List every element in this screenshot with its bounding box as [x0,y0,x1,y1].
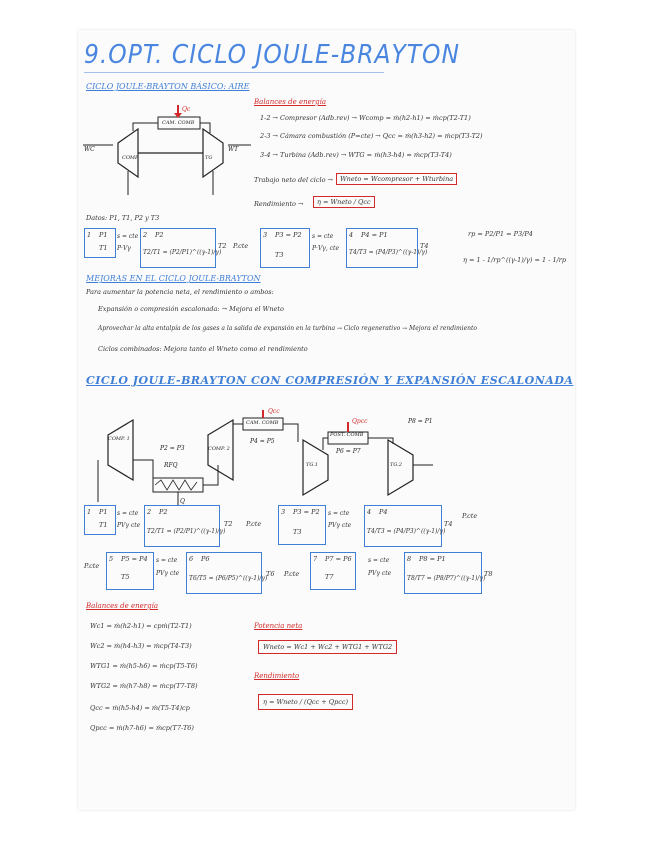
section2-subtitle: MEJORAS EN EL CICLO JOULE-BRAYTON [86,274,261,283]
mejora-item-3: Ciclos combinados: Mejora tanto el Wneto como el rendimiento [98,345,308,353]
pv-cte-label: P·Vγ, cte [312,245,339,252]
state2-3-box: 3 P3 = P2 T3 [278,505,326,545]
rendimiento-formula: η = Wneto / Qcc [313,196,375,208]
title-underline [84,72,384,73]
balance-item-1: 1-2 → Compresor (Adb.rev) → Wcomp = ṁ(h2-h1) = ṁcp(T2-T1) [260,114,471,122]
p6p7-label: P6 = P7 [336,448,361,455]
balance-item-2: 2-3 → Cámara combustión (P=cte) → Qcc = ṁ(h3-h2) = ṁcp(T3-T2) [260,132,483,140]
trabajo-formula: Wneto = Wcompresor + Wturbina [336,173,457,185]
t4-label: T4 [420,242,429,250]
datos-text: Datos: P1, T1, P2 y T3 [86,214,160,222]
balances-title: Balances de energía [254,98,326,106]
p-cte-2b-start: P.cte [84,562,100,570]
balance2-item-1: Wc1 = ṁ(h2-h1) = cpṁ(T2-T1) [90,622,192,630]
mejoras-bullet: Para aumentar la potencia neta, el rendimiento o ambos: [86,288,274,296]
pv-2b-b: PVγ cte [368,570,392,577]
state2-2-box: 2 P2 T2/T1 = (P2/P1)^((γ-1)/γ) [144,505,220,547]
post-comb-label: POST. COMB [330,432,364,438]
trabajo-label: Trabajo neto del ciclo → [254,176,333,184]
pv-2b: PVγ cte [156,570,180,577]
s-cte-2a: s = cte [117,510,139,517]
tg1-label: TG.1 [306,462,318,468]
t2-label: T2 [218,242,227,250]
p4p5-label: P4 = P5 [250,438,275,445]
t6-label: T6 [266,570,275,578]
p-cte-2b: P.cte [284,570,300,578]
state2-6-box: 6 P6 T6/T5 = (P6/P5)^((γ-1)/γ) [186,552,262,594]
p-cte-label: P.cte [233,242,249,250]
qpcc-label: Qpcc [352,418,368,425]
s-cte-2a-b: s = cte [328,510,350,517]
balance2-item-4: WTG2 = ṁ(h7-h8) = ṁcp(T7-T8) [90,682,198,690]
state2-1-box: 1 P1 T1 [84,505,116,535]
state2-4-box: 4 P4 T4/T3 = (P4/P3)^((γ-1)/γ) [364,505,442,547]
balance-item-3: 3-4 → Turbina (Adb.rev) → WTG = ṁ(h3-h4) = ṁcp(T3-T4) [260,151,452,159]
chamber-label: CAM. COMB [162,120,195,126]
state2-5-box: 5 P5 = P4 T5 [106,552,154,590]
compressor-label: COMP [122,155,139,161]
s-cte-label: s = cte [117,233,139,240]
mejora-item-1: Expansión o compresión escalonada: → Mejora el Wneto [98,305,284,313]
rend-formula: η = Wneto / (Qcc + Qpcc) [258,694,353,710]
potencia-title: Potencia neta [254,622,303,630]
p-cte-2a: P.cte [246,520,262,528]
qc-label: Qc [182,106,191,113]
balance2-item-6: Qpcc = ṁ(h7-h6) = ṁcp(T7-T6) [90,724,194,732]
wc-label: WC [84,146,95,153]
section3-subtitle: CICLO JOULE-BRAYTON CON COMPRESIÓN Y EXPANSIÓN ESCALONADA [86,374,574,387]
turbine-shape [203,129,223,177]
mejora-item-2: Aprovechar la alta entalpía de los gases a la salida de expansión en la turbina → Ciclo regenerativo → Mejora el rendimiento [98,325,478,332]
rendimiento-label: Rendimiento → [254,200,304,208]
notebook-page [78,30,575,810]
state-2-box: 2 P2 T2/T1 = (P2/P1)^((γ-1)/γ) [140,228,216,268]
p-cte-2a-end: P.cte [462,512,478,520]
cam-comb-label: CAM. COMB [246,420,279,426]
balance2-item-5: Qcc = ṁ(h5-h4) = ṁ(T5-T4)cp [90,704,190,712]
t8-label: T8 [484,570,493,578]
p8p1-label: P8 = P1 [408,418,433,425]
page-title: 9.OPT. CICLO JOULE-BRAYTON [84,40,460,70]
comp1-label: COMP. 1 [108,436,130,442]
rp-formula: rp = P2/P1 = P3/P4 [468,230,533,238]
balance2-item-2: Wc2 = ṁ(h4-h3) = ṁcp(T4-T3) [90,642,192,650]
qcc-label: Qcc [268,408,280,415]
rfq-label: RFQ [164,462,178,469]
s-cte-2b-b: s = cte [368,557,390,564]
eta-formula: η = 1 - 1/rp^((γ-1)/γ) = 1 - 1/rp [463,256,567,264]
s-cte-label-2: s = cte [312,233,334,240]
wt-label: WT [228,146,239,153]
pv-2a: PVγ cte [117,522,141,529]
state2-7-box: 7 P7 = P6 T7 [310,552,356,590]
state-3-box: 3 P3 = P2 T3 [260,228,310,268]
potencia-formula: Wneto = Wc1 + Wc2 + WTG1 + WTG2 [258,640,397,654]
rend-title: Rendimiento [254,672,300,680]
q-label: Q [180,498,185,505]
comp2-label: COMP. 2 [208,446,230,452]
t2b-label: T2 [224,520,233,528]
balances2-title: Balances de energía [86,602,158,610]
turbine-label: TG [205,155,213,161]
state2-8-box: 8 P8 = P1 T8/T7 = (P8/P7)^((γ-1)/γ) [404,552,482,594]
p2p3-label: P2 = P3 [160,445,185,452]
t4b-label: T4 [444,520,453,528]
section1-subtitle: CICLO JOULE-BRAYTON BÁSICO: AIRE [86,82,250,91]
state-4-box: 4 P4 = P1 T4/T3 = (P4/P3)^((γ-1)/γ) [346,228,418,268]
pv-2a-b: PVγ cte [328,522,352,529]
tg2-label: TG.2 [390,462,402,468]
state-1-box: 1 P1 T1 [84,228,116,258]
pv-label: P·Vγ [117,245,131,252]
compressor-shape [118,129,138,177]
s-cte-2b: s = cte [156,557,178,564]
balance2-item-3: WTG1 = ṁ(h5-h6) = ṁcp(T5-T6) [90,662,198,670]
